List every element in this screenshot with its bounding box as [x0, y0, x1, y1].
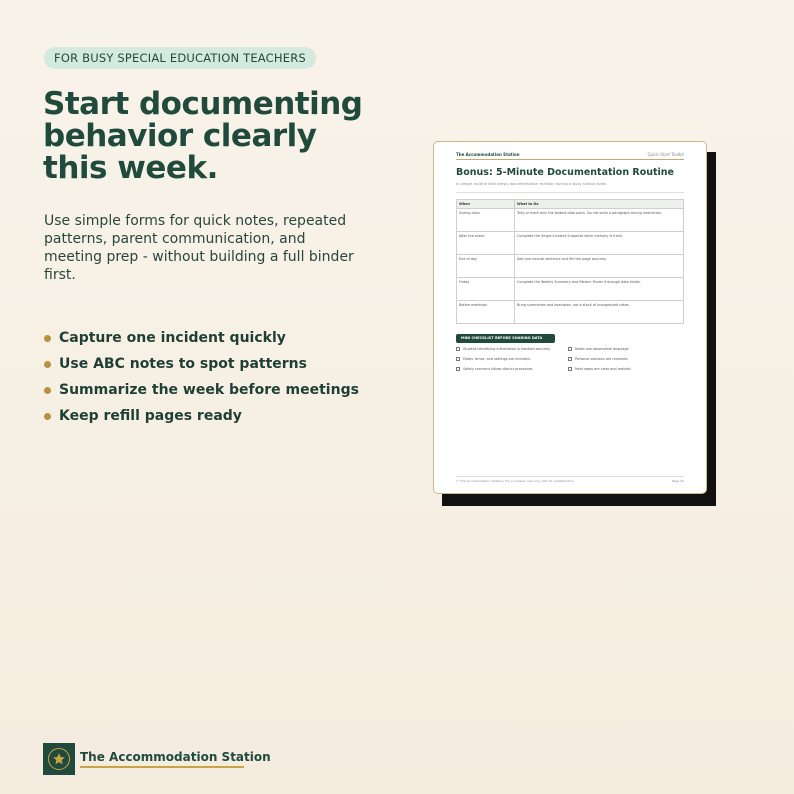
table-cell: Friday: [457, 278, 515, 301]
bullet-dot-icon: [44, 413, 51, 420]
audience-badge: FOR BUSY SPECIAL EDUCATION TEACHERS: [44, 47, 316, 69]
document-tag: Quick-Start Toolkit: [647, 151, 684, 157]
table-header-cell: What to Do: [515, 200, 684, 209]
benefit-text: Keep refill pages ready: [59, 408, 242, 424]
checklist-item: [456, 347, 568, 351]
table-cell: Complete the Single Incident Snapshot while memory is fresh.: [515, 232, 684, 255]
checklist-item: [456, 367, 568, 371]
checkbox-icon: [568, 367, 572, 371]
document-preview: [433, 141, 707, 494]
document-subtitle: A simple routine that keeps documentation realistic during a busy school week.: [456, 181, 608, 186]
checklist-text: Next steps are clear and realistic.: [575, 367, 632, 371]
brand-underline: [80, 766, 244, 768]
checklist-item: [456, 357, 568, 361]
table-cell: End of day: [457, 255, 515, 278]
document-header-rule: [456, 159, 684, 160]
checkbox-icon: [568, 357, 572, 361]
logo-ring: [48, 748, 70, 770]
checklist-text: Safety concerns follow district procedure.: [463, 367, 534, 371]
table-header-row: [457, 200, 684, 209]
table-cell: During class: [457, 209, 515, 232]
benefit-item: [44, 403, 359, 429]
table-row: [457, 255, 684, 278]
benefit-text: Summarize the week before meetings: [59, 382, 359, 398]
table-cell: Bring summaries and examples, not a stack of unorganized notes.: [515, 301, 684, 324]
checklist-item: [568, 357, 680, 361]
benefit-item: [44, 377, 359, 403]
document-footer-left: © The Accommodation Station | For purchaser use only | Not for redistribution: [456, 479, 574, 483]
checkbox-icon: [456, 347, 460, 351]
headline: Start documenting behavior clearly this week.: [43, 86, 363, 186]
document-footer: [456, 476, 684, 483]
table-cell: After the event: [457, 232, 515, 255]
brand-name: The Accommodation Station: [80, 750, 271, 764]
checklist-text: Personal opinions are removed.: [575, 357, 629, 361]
table-cell: Tally or mark only the fastest data point. Do not write a paragraph during instruction.: [515, 209, 684, 232]
checklist-title: MINI CHECKLIST BEFORE SHARING DATA: [456, 334, 555, 343]
table-row: [457, 301, 684, 324]
bullet-dot-icon: [44, 387, 51, 394]
document-title: Bonus: 5-Minute Documentation Routine: [456, 167, 675, 178]
document-brand: The Accommodation Station: [456, 151, 520, 157]
table-row: [457, 278, 684, 301]
table-row: [457, 209, 684, 232]
table-cell: Before meetings: [457, 301, 515, 324]
document-page-number: Page 20: [671, 479, 684, 483]
checklist-item: [568, 367, 680, 371]
benefit-text: Use ABC notes to spot patterns: [59, 356, 307, 372]
benefit-item: [44, 325, 359, 351]
bullet-dot-icon: [44, 361, 51, 368]
checklist: [456, 347, 684, 371]
document-header: [456, 150, 684, 158]
checklist-text: Notes use observable language.: [575, 347, 630, 351]
checklist-text: Dates, times, and settings are included.: [463, 357, 531, 361]
checkbox-icon: [456, 357, 460, 361]
table-row: [457, 232, 684, 255]
benefit-item: [44, 351, 359, 377]
checkbox-icon: [456, 367, 460, 371]
benefit-list: [44, 325, 359, 429]
lead-paragraph: Use simple forms for quick notes, repeated patterns, parent communication, and meeting prep - without building a full binder first.: [44, 213, 354, 283]
checklist-item: [568, 347, 680, 351]
routine-table: [456, 199, 684, 324]
table-cell: Complete the Weekly Summary and Pattern Finder if enough data exists.: [515, 278, 684, 301]
benefit-text: Capture one incident quickly: [59, 330, 286, 346]
document-divider: [456, 192, 684, 193]
brand-logo: [43, 743, 75, 775]
table-header-cell: When: [457, 200, 515, 209]
star-icon: [52, 752, 66, 766]
table-cell: Add one neutral sentence and file the page securely.: [515, 255, 684, 278]
checkbox-icon: [568, 347, 572, 351]
bullet-dot-icon: [44, 335, 51, 342]
checklist-text: Student identifying information is handled securely.: [463, 347, 551, 351]
